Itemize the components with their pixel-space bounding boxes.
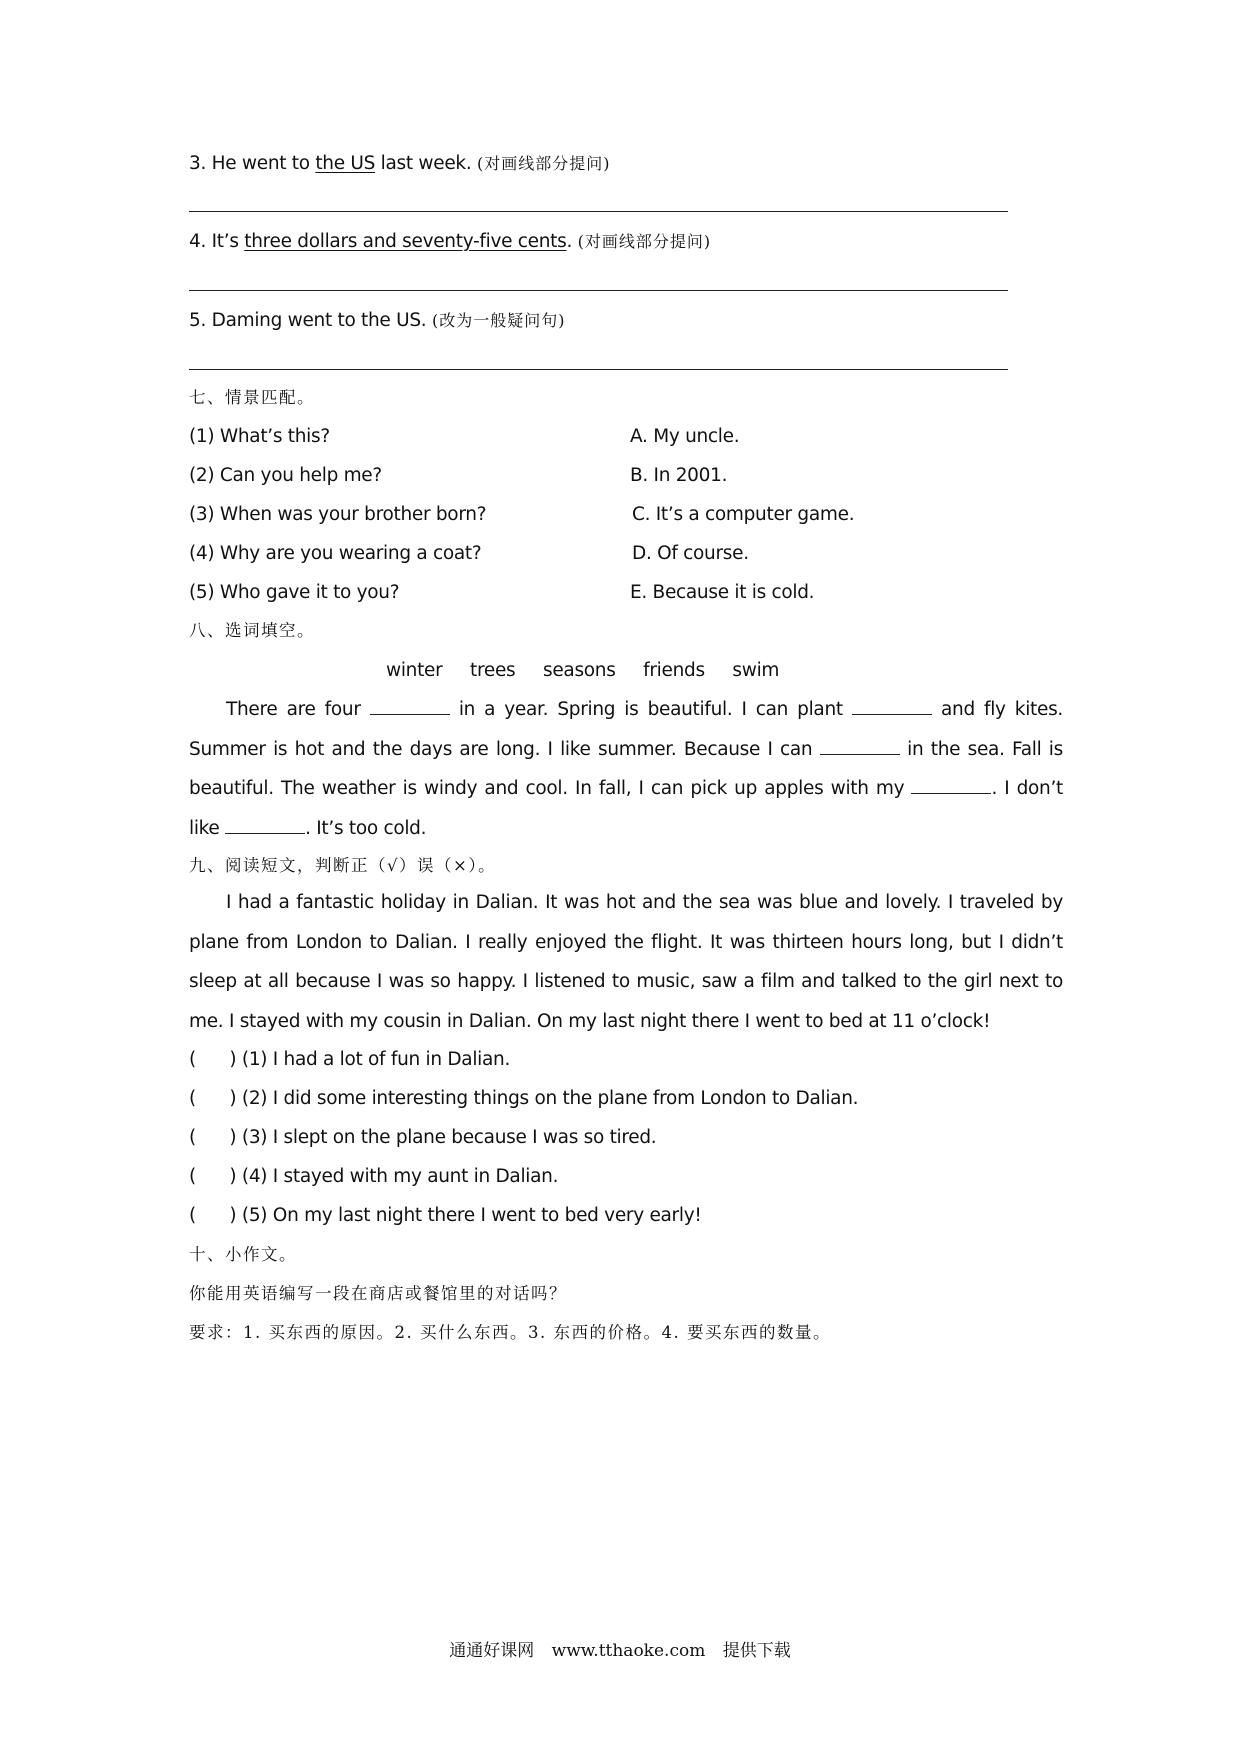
match-question-4: (4) Why are you wearing a coat? [189,543,482,564]
q3-text-post: last week. [375,153,472,174]
blank-2[interactable] [852,696,932,715]
question-5 [189,308,565,334]
judge-statement-5: (5) On my last night there I went to bed very early! [241,1205,702,1226]
cloze-text: . It’s too cold. [305,817,427,839]
match-question-3: (3) When was your brother born? [189,504,487,525]
match-answer-c: C. It’s a computer game. [632,504,855,525]
judge-paren-1[interactable]: ( ) [189,1049,237,1070]
q5-text: 5. Daming went to the US. [189,310,427,331]
judge-paren-4[interactable]: ( ) [189,1166,237,1187]
match-question-5: (5) Who gave it to you? [189,582,400,603]
cloze-text: in a year. Spring is beautiful. I can plant [449,699,852,720]
judge-item-2 [189,1086,858,1112]
answer-line-4[interactable] [189,290,1008,291]
footer-note: 提供下载 [722,1641,791,1661]
word-bank-item: seasons [542,660,616,681]
cloze-passage [189,690,1063,848]
cloze-text: There are four [226,699,370,720]
judge-statement-3: (3) I slept on the plane because I was so tired. [241,1127,657,1148]
word-bank [386,658,779,684]
reading-passage-text: I had a fantastic holiday in Dalian. It was hot and the sea was blue and lovely. I traveled by plane from London to Dalian. I really enjoyed the flight. It was thirteen hours long, but I didn’t sleep at all because I was so happy. I listened to music, saw a film and talked to the girl next to me. I stayed with my cousin in Dalian. On my last night there I went to bed at 11 o’clock! [189,892,1063,1032]
match-answer-d: D. Of course. [632,543,749,564]
q4-instruction: (对画线部分提问) [577,232,712,251]
match-question-1: (1) What’s this? [189,426,330,447]
judge-item-5 [189,1203,701,1229]
blank-1[interactable] [370,696,450,715]
word-bank-item: trees [470,660,516,681]
question-3 [189,151,611,177]
q3-underlined: the US [315,153,376,174]
word-bank-item: winter [386,660,443,681]
reading-passage [189,883,1063,1041]
judge-statement-4: (4) I stayed with my aunt in Dalian. [241,1166,559,1187]
judge-statement-2: (2) I did some interesting things on the plane from London to Dalian. [241,1088,859,1109]
match-answer-e: E. Because it is cold. [630,582,815,603]
section-7-heading: 七、情景匹配。 [189,388,315,407]
match-answer-a: A. My uncle. [630,426,740,447]
word-bank-item: friends [643,660,705,681]
cloze-text: and fly kites. Summer is hot and the days are long. I like summer. Because I can [189,699,1064,760]
footer-url[interactable]: www.tthaoke.com [551,1641,706,1661]
q3-text-pre: 3. He went to [189,153,316,174]
word-bank-item: swim [732,660,780,681]
match-question-2: (2) Can you help me? [189,465,382,486]
footer-site-name: 通通好课网 [449,1641,535,1661]
section-10-heading: 十、小作文。 [189,1245,297,1264]
blank-4[interactable] [911,775,991,794]
q4-text-pre: 4. It’s [189,231,245,252]
composition-prompt: 你能用英语编写一段在商店或餐馆里的对话吗？ [189,1284,567,1303]
composition-requirements: 要求：1. 买东西的原因。2. 买什么东西。3. 东西的价格。4. 要买东西的数量。 [189,1323,831,1342]
answer-line-5[interactable] [189,369,1008,370]
q4-underlined: three dollars and seventy-five cents [244,231,567,252]
judge-statement-1: (1) I had a lot of fun in Dalian. [241,1049,511,1070]
section-9-heading: 九、阅读短文，判断正（√）误（×）。 [189,856,497,875]
question-4 [189,229,711,255]
blank-5[interactable] [225,815,305,834]
q5-instruction: (改为一般疑问句) [431,311,566,330]
judge-paren-2[interactable]: ( ) [189,1088,237,1109]
judge-paren-5[interactable]: ( ) [189,1205,237,1226]
cloze-text: . I don’t like [189,778,1063,839]
answer-line-3[interactable] [189,211,1008,212]
judge-item-4 [189,1164,558,1190]
judge-item-3 [189,1125,656,1151]
cloze-text: in the sea. Fall is beautiful. The weather is windy and cool. In fall, I can pick up apples with my [189,738,1063,799]
match-answer-b: B. In 2001. [630,465,728,486]
page-footer [0,1636,1240,1661]
q3-instruction: (对画线部分提问) [477,154,611,173]
section-8-heading: 八、选词填空。 [189,621,315,640]
judge-item-1 [189,1047,510,1073]
judge-paren-3[interactable]: ( ) [189,1127,237,1148]
q4-text-post: . [566,231,573,252]
blank-3[interactable] [820,736,900,755]
